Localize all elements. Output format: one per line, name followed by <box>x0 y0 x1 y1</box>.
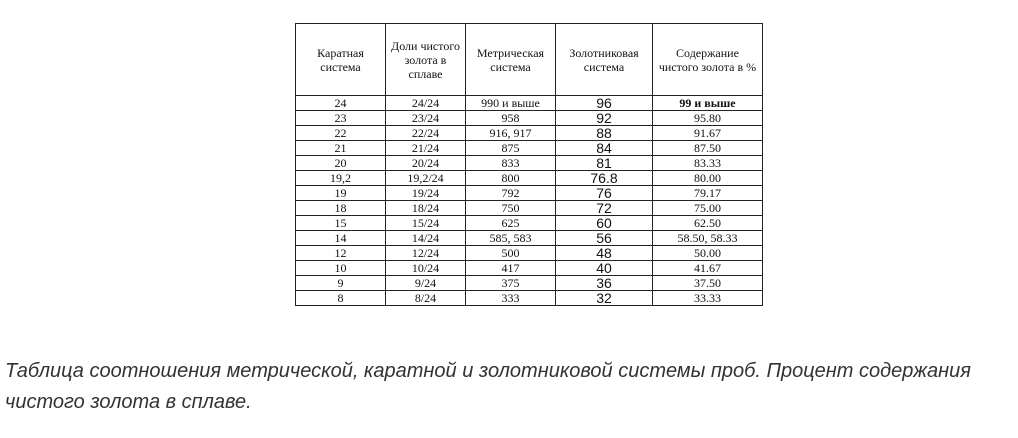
zolotnik-cell: 81 <box>556 156 653 171</box>
zolotnik-cell: 48 <box>556 246 653 261</box>
zolotnik-cell: 96 <box>556 96 653 111</box>
table-row <box>296 201 763 216</box>
fraction-cell: 19/24 <box>386 186 466 201</box>
karat-cell: 14 <box>296 231 386 246</box>
percent-cell: 79.17 <box>653 186 763 201</box>
table-row <box>296 96 763 111</box>
table-row <box>296 216 763 231</box>
table-row <box>296 246 763 261</box>
metric-cell: 990 и выше <box>466 96 556 111</box>
metric-cell: 958 <box>466 111 556 126</box>
table-header-row <box>296 24 763 96</box>
percent-cell: 99 и выше <box>653 96 763 111</box>
table-row <box>296 171 763 186</box>
table-row <box>296 126 763 141</box>
percent-cell: 80.00 <box>653 171 763 186</box>
fraction-cell: 24/24 <box>386 96 466 111</box>
percent-cell: 50.00 <box>653 246 763 261</box>
zolotnik-cell: 76 <box>556 186 653 201</box>
zolotnik-cell: 84 <box>556 141 653 156</box>
metric-cell: 625 <box>466 216 556 231</box>
fraction-cell: 22/24 <box>386 126 466 141</box>
fraction-cell: 12/24 <box>386 246 466 261</box>
metric-cell: 500 <box>466 246 556 261</box>
fraction-cell: 20/24 <box>386 156 466 171</box>
fraction-cell: 23/24 <box>386 111 466 126</box>
karat-cell: 18 <box>296 201 386 216</box>
header-metric-system: Метрическая система <box>466 24 556 96</box>
metric-cell: 916, 917 <box>466 126 556 141</box>
table-caption: Таблица соотношения метрической, каратной и золотниковой системы проб. Процент содержания чистого золота в сплаве. <box>5 360 971 413</box>
table-row <box>296 261 763 276</box>
metric-cell: 333 <box>466 291 556 306</box>
zolotnik-cell: 72 <box>556 201 653 216</box>
karat-cell: 19 <box>296 186 386 201</box>
karat-cell: 9 <box>296 276 386 291</box>
fraction-cell: 21/24 <box>386 141 466 156</box>
percent-cell: 95.80 <box>653 111 763 126</box>
fraction-cell: 14/24 <box>386 231 466 246</box>
metric-cell: 375 <box>466 276 556 291</box>
metric-cell: 417 <box>466 261 556 276</box>
karat-cell: 19,2 <box>296 171 386 186</box>
table-row <box>296 231 763 246</box>
table-row <box>296 111 763 126</box>
zolotnik-cell: 32 <box>556 291 653 306</box>
percent-cell: 33.33 <box>653 291 763 306</box>
zolotnik-cell: 40 <box>556 261 653 276</box>
zolotnik-cell: 76.8 <box>556 171 653 186</box>
karat-cell: 21 <box>296 141 386 156</box>
metric-cell: 792 <box>466 186 556 201</box>
percent-cell: 37.50 <box>653 276 763 291</box>
fraction-cell: 15/24 <box>386 216 466 231</box>
karat-cell: 8 <box>296 291 386 306</box>
percent-cell: 91.67 <box>653 126 763 141</box>
table-row <box>296 156 763 171</box>
zolotnik-cell: 60 <box>556 216 653 231</box>
header-pure-gold-fraction: Доли чистого золота в сплаве <box>386 24 466 96</box>
karat-cell: 12 <box>296 246 386 261</box>
table-row <box>296 141 763 156</box>
zolotnik-cell: 88 <box>556 126 653 141</box>
zolotnik-cell: 36 <box>556 276 653 291</box>
metric-cell: 833 <box>466 156 556 171</box>
fraction-cell: 8/24 <box>386 291 466 306</box>
metric-cell: 750 <box>466 201 556 216</box>
fraction-cell: 10/24 <box>386 261 466 276</box>
percent-cell: 87.50 <box>653 141 763 156</box>
percent-cell: 75.00 <box>653 201 763 216</box>
metric-cell: 875 <box>466 141 556 156</box>
karat-cell: 24 <box>296 96 386 111</box>
karat-cell: 23 <box>296 111 386 126</box>
percent-cell: 83.33 <box>653 156 763 171</box>
header-karat-system: Каратная система <box>296 24 386 96</box>
karat-cell: 22 <box>296 126 386 141</box>
table-body <box>296 96 763 306</box>
karat-cell: 15 <box>296 216 386 231</box>
metric-cell: 585, 583 <box>466 231 556 246</box>
karat-cell: 10 <box>296 261 386 276</box>
table-row <box>296 186 763 201</box>
gold-purity-table <box>295 23 763 306</box>
fraction-cell: 9/24 <box>386 276 466 291</box>
percent-cell: 41.67 <box>653 261 763 276</box>
karat-cell: 20 <box>296 156 386 171</box>
metric-cell: 800 <box>466 171 556 186</box>
fraction-cell: 18/24 <box>386 201 466 216</box>
header-zolotnik-system: Золотниковая система <box>556 24 653 96</box>
percent-cell: 58.50, 58.33 <box>653 231 763 246</box>
fraction-cell: 19,2/24 <box>386 171 466 186</box>
percent-cell: 62.50 <box>653 216 763 231</box>
table-row <box>296 291 763 306</box>
header-pure-gold-percent: Содержание чистого золота в % <box>653 24 763 96</box>
table-row <box>296 276 763 291</box>
zolotnik-cell: 92 <box>556 111 653 126</box>
zolotnik-cell: 56 <box>556 231 653 246</box>
